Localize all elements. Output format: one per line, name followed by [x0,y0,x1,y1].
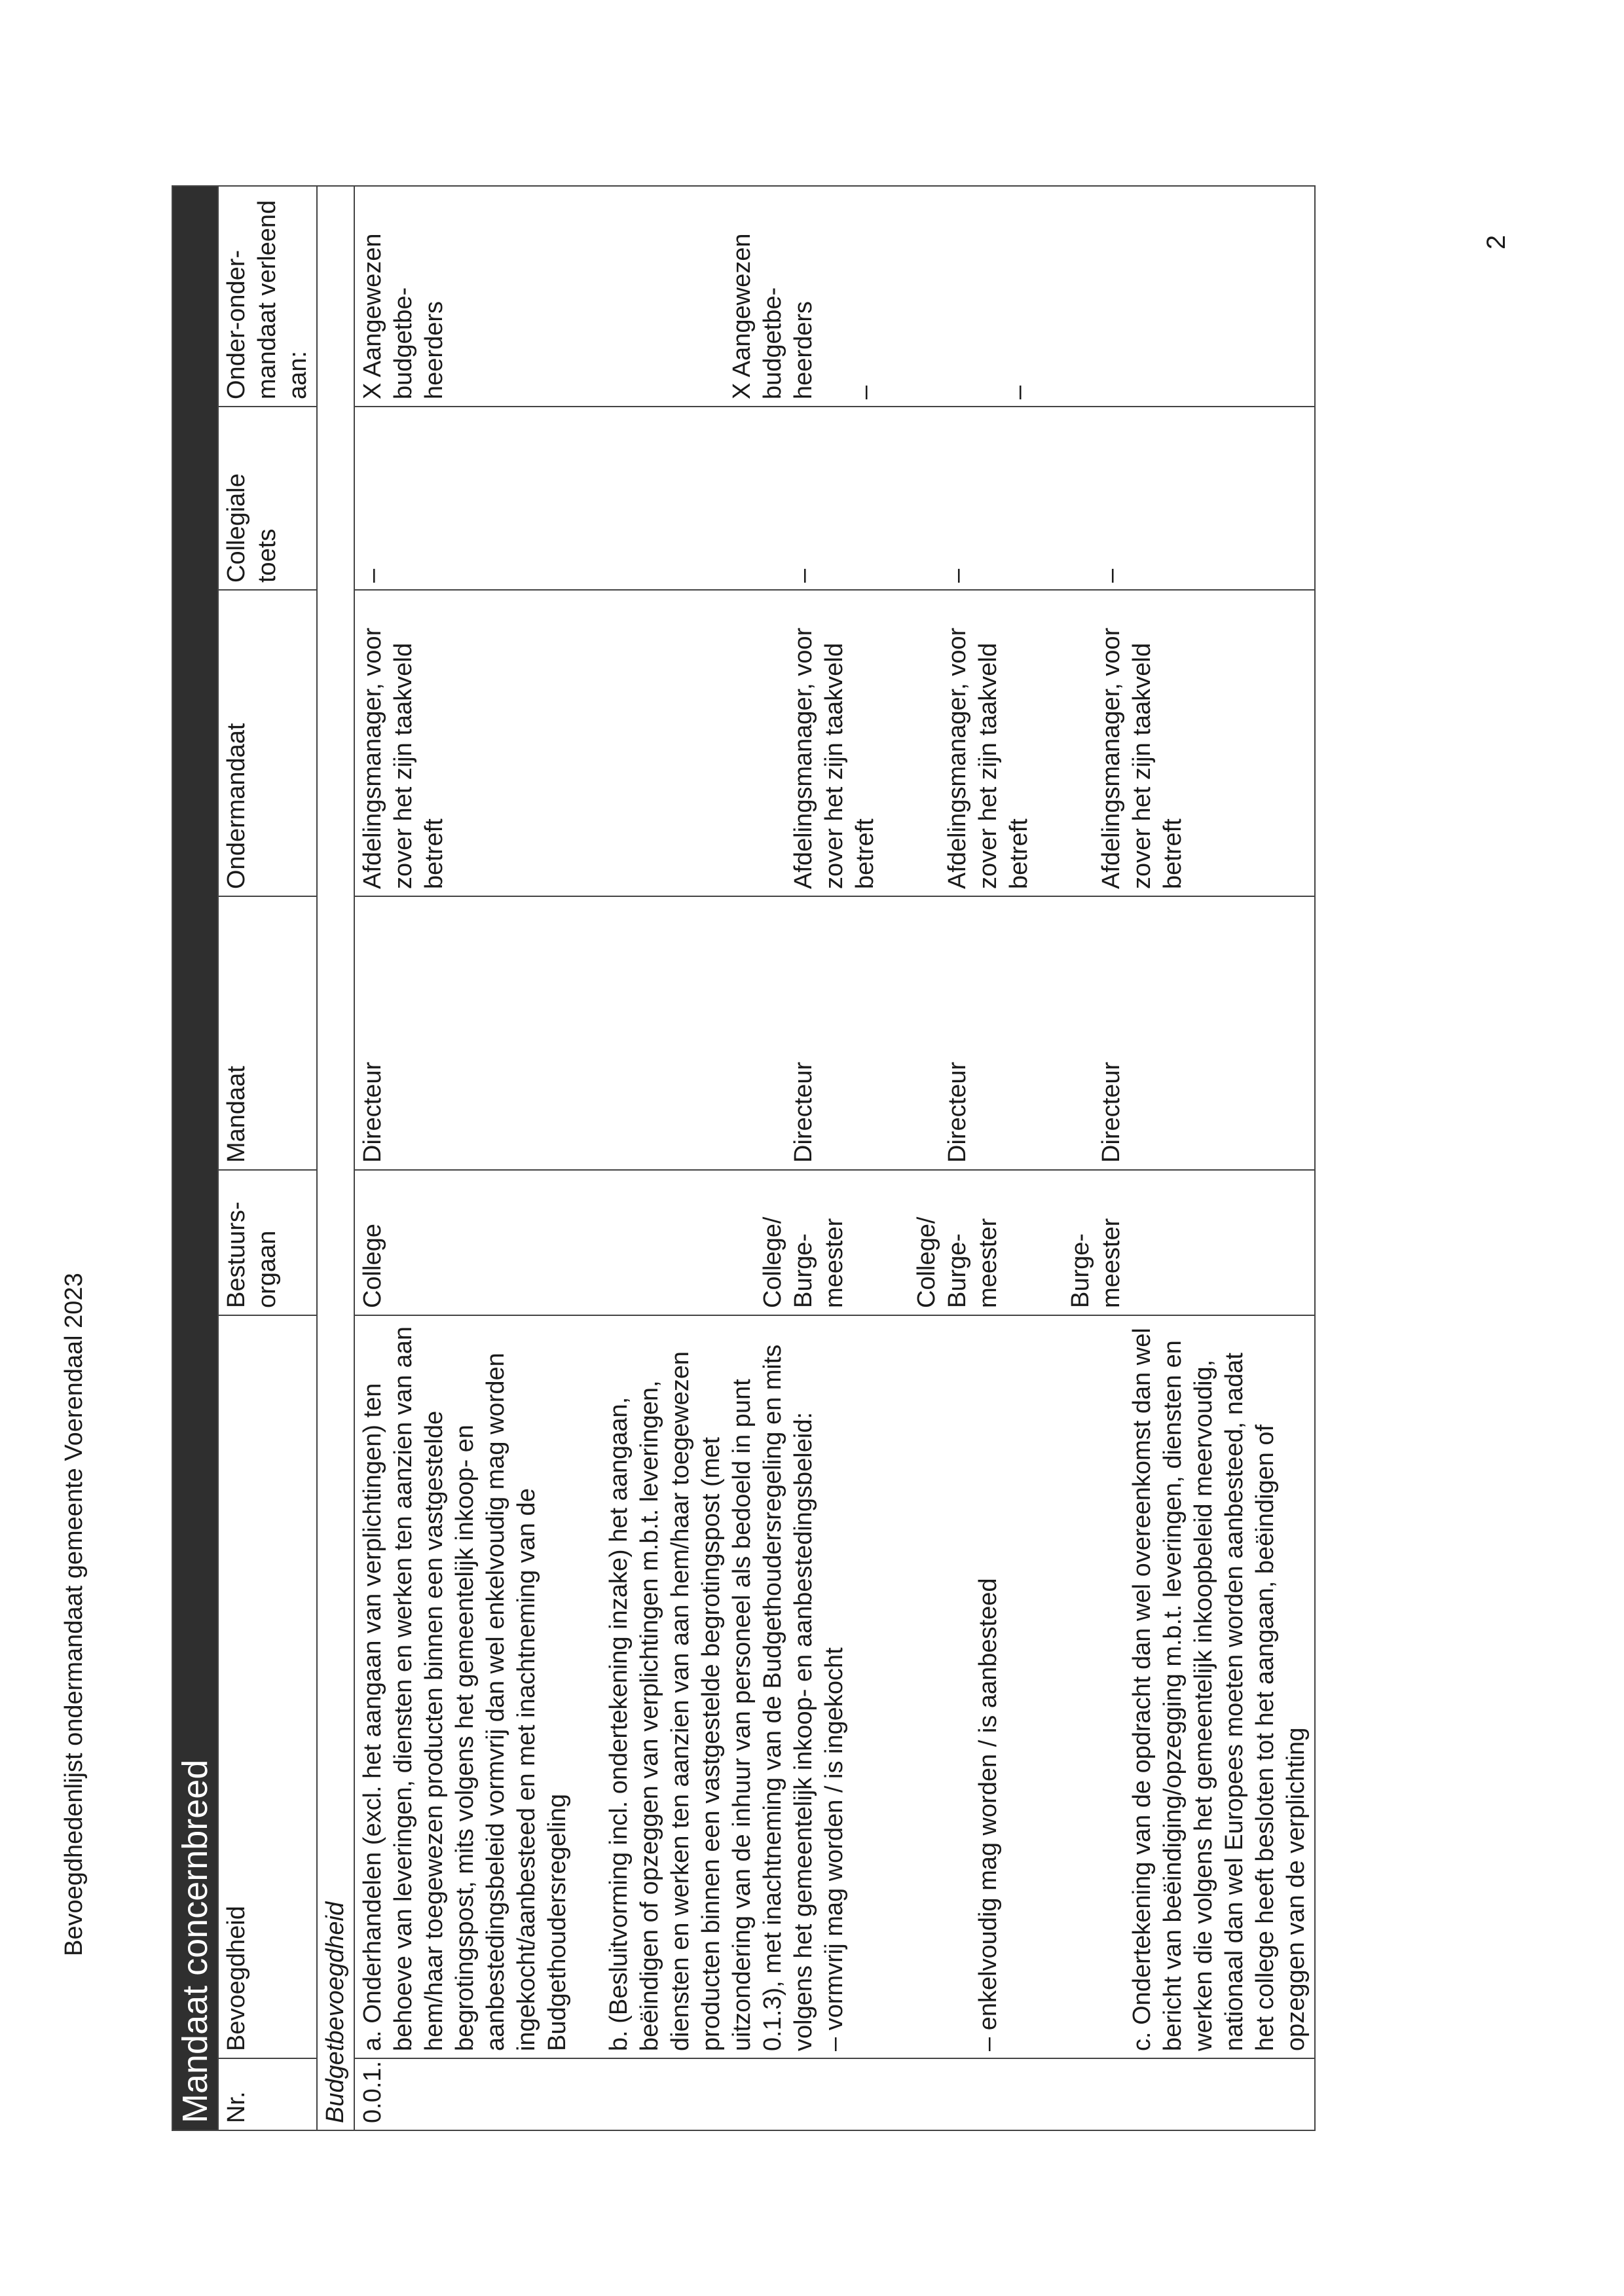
mandate-table [172,185,1316,2131]
column-header-row [218,186,317,2130]
item-b-sub1-ondermandaat: Afdelingsmanager, voor zover het zijn taakveld betreft [790,627,879,889]
document-title: Bevoegdhedenlijst ondermandaat gemeente Voerendaal 2023 [60,1273,88,1956]
col-bevoegdheid: Bevoegdheid [218,1315,317,2058]
item-b-intro: b. (Besluitvorming incl. ondertekening inzake) het aangaan, beëindigen of opzeggen van verplichtingen m.b.t. leveringen, diensten en werken ten aanzien van aan hem/haar toegewezen producten binnen een vastgestelde begrotingspost (met uitzondering van de inhuur van personeel als bedoeld in punt 0.1.3), met inachtneming van de Budgethoudersregeling en mits volgens het gemeentelijk inkoop- en aanbestedingsbeleid: [605,1344,817,2051]
item-c-collegiale-toets: – [1098,568,1125,583]
onder-ondermandaat-cell [354,186,1315,407]
col-bestuursorgaan: Bestuurs-orgaan [218,1170,317,1315]
item-b-sub2-ondermandaat: Afdelingsmanager, voor zover het zijn taakveld betreft [944,627,1033,889]
item-c-bestuursorgaan: Burge-meester [1067,1218,1125,1308]
col-nr: Nr. [218,2058,317,2130]
item-c-ondermandaat: Afdelingsmanager, voor zover het zijn taakveld betreft [1098,627,1187,889]
row-number: 0.0.1. [354,2058,1315,2130]
mandaat-cell [354,896,1315,1170]
item-b-sub2-bestuursorgaan: College/ Burge-meester [913,1216,1002,1308]
bestuursorgaan-cell [354,1170,1315,1315]
item-b-sub1-collegiale-toets: – [790,568,817,583]
item-b-sub1-onder-ondermandaat: X Aangewezen budgetbe-heerders [728,233,817,399]
col-onder-ondermandaat: Onder-onder-mandaat verleend aan: [218,186,317,407]
item-c-onder-ondermandaat: – [1005,385,1033,399]
collegiale-toets-cell [354,407,1315,590]
item-b-sub2-onder-ondermandaat: – [851,385,879,399]
item-a-onder-ondermandaat: X Aangewezen budgetbe-heerders [359,233,448,399]
item-b-sub2-mandaat: Directeur [944,1061,971,1163]
item-b-sub2-collegiale-toets: – [944,568,971,583]
col-collegiale-toets: Collegiale toets [218,407,317,590]
section-title: Mandaat concernbreed [172,186,218,2130]
item-b-sub1-mandaat: Directeur [790,1061,817,1163]
bevoegdheid-cell [354,1315,1315,2058]
page-number: 2 [1482,234,1511,250]
item-b-sub2-text: – enkelvoudig mag worden / is aanbesteed [974,1578,1002,2051]
item-c-text: c. Ondertekening van de opdracht dan wel overeenkomst dan wel bericht van beëindiging/opzegging m.b.t. leveringen, diensten en werken die volgens het gemeentelijk inkoopbeleid meervoudig, nationaal dan wel Europees moeten worden aanbesteed, nadat het college heeft besloten tot het aangaan, beëindigen of opzeggen van de verplichting [1128,1328,1310,2051]
item-a-bestuursorgaan: College [359,1224,386,1308]
ondermandaat-cell [354,590,1315,896]
category-heading: Budgetbevoegdheid [317,186,354,2130]
item-c-mandaat: Directeur [1098,1061,1125,1163]
item-b-sub1-text: – vormvrij mag worden / is ingekocht [821,1647,848,2051]
landscape-content [172,187,1357,2131]
col-ondermandaat: Ondermandaat [218,590,317,896]
item-a-ondermandaat: Afdelingsmanager, voor zover het zijn taakveld betreft [359,627,448,889]
item-a-collegiale-toets: – [359,568,386,583]
item-a-text: a. Onderhandelen (excl. het aangaan van verplichtingen) ten behoeve van leveringen, diensten en werken ten aanzien van aan hem/haar toegewezen producten binnen een vastgestelde begrotingspost, mits volgens het gemeentelijk inkoop- en aanbestedingsbeleid vormvrij dan wel enkelvoudig mag worden ingekocht/aanbesteed en met inachtneming van de Budgethoudersregeling [359,1326,571,2051]
col-mandaat: Mandaat [218,896,317,1170]
table-row [354,186,1315,2130]
item-b-sub1-bestuursorgaan: College/ Burge-meester [759,1216,848,1308]
item-a-mandaat: Directeur [359,1061,386,1163]
